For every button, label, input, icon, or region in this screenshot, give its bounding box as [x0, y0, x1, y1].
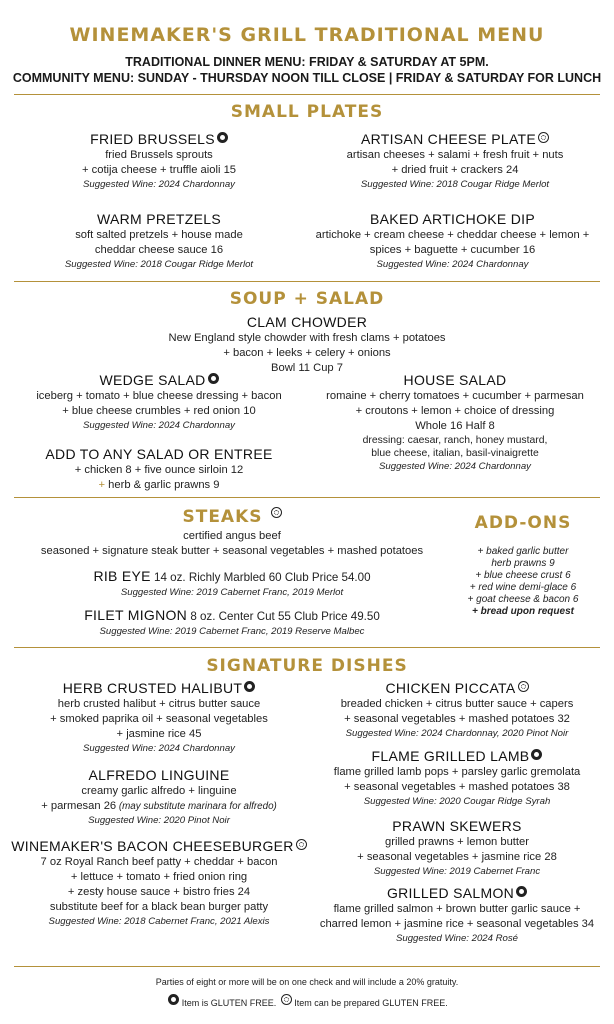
item-description: + croutons + lemon + choice of dressing: [355, 405, 555, 417]
can-be-gluten-free-icon: [271, 507, 282, 518]
steaks-intro: [0, 529, 464, 559]
section-add-ons: ADD-ONS: [474, 513, 572, 533]
gratuity-note: Parties of eight or more will be on one check and will include a 20% gratuity.: [155, 977, 459, 987]
item-description: charred lemon + jasmine rice + seasonal vegetables 34: [319, 918, 595, 930]
suggested-wine: Suggested Wine: 2018 Cabernet Franc, 2021 Alexis: [48, 916, 270, 927]
item-name: BAKED ARTICHOKE DIP: [370, 211, 535, 227]
section-signature-dishes: SIGNATURE DISHES: [206, 656, 408, 676]
item-description: + seasonal vegetables + mashed potatoes 32: [344, 713, 570, 725]
add-on-bread: + bread upon request: [472, 606, 574, 617]
suggested-wine: Suggested Wine: 2024 Chardonnay, 2020 Pinot Noir: [345, 728, 569, 739]
dressing-options: dressing: caesar, ranch, honey mustard,: [362, 435, 548, 446]
can-be-gluten-free-icon: [518, 681, 529, 692]
item-name: CLAM CHOWDER: [246, 314, 368, 330]
gluten-free-icon: [531, 749, 542, 760]
item-name: HOUSE SALAD: [403, 372, 507, 388]
menu-item-artisan-cheese-plate: [300, 131, 610, 191]
divider: [14, 647, 600, 648]
item-description: substitute beef for a black bean burger patty: [49, 901, 269, 913]
add-on-item: herb prawns 9: [491, 558, 555, 569]
dinner-hours: TRADITIONAL DINNER MENU: FRIDAY & SATURDAY AT 5PM.: [125, 55, 489, 69]
suggested-wine: Suggested Wine: 2019 Cabernet Franc: [373, 866, 541, 877]
menu-item-warm-pretzels: [14, 211, 304, 271]
add-on-item: + goat cheese & bacon 6: [467, 594, 579, 605]
item-description: + zesty house sauce + bistro fries 24: [67, 886, 251, 898]
item-description: grilled prawns + lemon butter: [385, 836, 529, 848]
item-description: iceberg + tomato + blue cheese dressing + bacon: [36, 390, 282, 402]
item-description: + bacon + leeks + celery + onions: [223, 347, 391, 359]
steaks-description: certified angus beef: [183, 530, 281, 542]
item-name: ARTISAN CHEESE PLATE: [360, 131, 537, 147]
item-description: + parmesan 26: [41, 800, 117, 812]
menu-item-house-salad: [300, 372, 610, 473]
item-name: ADD TO ANY SALAD OR ENTREE: [45, 446, 273, 462]
menu-item-baked-artichoke-dip: [295, 211, 610, 271]
item-name: WINEMAKER'S BACON CHEESEBURGER: [11, 838, 294, 854]
divider: [14, 497, 600, 498]
community-hours: COMMUNITY MENU: SUNDAY - THURSDAY NOON TILL CLOSE | FRIDAY & SATURDAY FOR LUNCH: [12, 71, 602, 85]
divider: [14, 966, 600, 967]
plus-sign: +: [98, 479, 106, 491]
suggested-wine: Suggested Wine: 2024 Chardonnay: [83, 420, 235, 431]
menu-item-chicken-piccata: [304, 680, 610, 740]
item-description: + seasonal vegetables + mashed potatoes 38: [344, 781, 570, 793]
item-name: FLAME GRILLED LAMB: [371, 748, 530, 764]
suggested-wine: Suggested Wine: 2020 Cougar Ridge Syrah: [363, 796, 551, 807]
steaks-description: seasoned + signature steak butter + seasonal vegetables + mashed potatoes: [40, 545, 424, 557]
item-description: romaine + cherry tomatoes + cucumber + parmesan: [326, 390, 584, 402]
item-description: + chicken 8 + five ounce sirloin 12: [74, 464, 244, 476]
add-on-item: + baked garlic butter: [477, 546, 569, 557]
item-name: PRAWN SKEWERS: [392, 818, 522, 834]
item-description: New England style chowder with fresh clams + potatoes: [168, 332, 446, 344]
item-price: Whole 16 Half 8: [415, 420, 495, 432]
suggested-wine: Suggested Wine: 2019 Cabernet Franc, 2019 Merlot: [120, 587, 344, 598]
item-price: Bowl 11 Cup 7: [271, 362, 343, 374]
item-name: CHICKEN PICCATA: [385, 680, 516, 696]
section-steaks: [0, 507, 464, 527]
menu-item-bacon-cheeseburger: [4, 838, 314, 928]
item-description: spices + baguette + cucumber 16: [369, 244, 536, 256]
menu-item-herb-crusted-halibut: [4, 680, 314, 755]
gluten-free-icon: [168, 994, 179, 1005]
item-description: + lettuce + tomato + fried onion ring: [70, 871, 248, 883]
item-name: GRILLED SALMON: [386, 885, 515, 901]
dressing-options: blue cheese, italian, basil-vinaigrette: [371, 448, 539, 459]
item-description: artichoke + cream cheese + cheddar cheese + lemon +: [315, 229, 590, 241]
can-be-gluten-free-icon: [538, 132, 549, 143]
item-description: 7 oz Royal Ranch beef patty + cheddar + bacon: [40, 856, 278, 868]
menu-item-fried-brussels: [14, 131, 304, 191]
item-description: + blue cheese crumbles + red onion 10: [62, 405, 256, 417]
suggested-wine: Suggested Wine: 2018 Cougar Ridge Merlot: [64, 259, 254, 270]
divider: [14, 281, 600, 282]
gluten-free-legend: [0, 994, 614, 1008]
item-description: artisan cheeses + salami + fresh fruit + nuts: [346, 149, 564, 161]
add-on-item: + red wine demi-glace 6: [469, 582, 577, 593]
menu-item-add-to-salad: [4, 446, 314, 493]
menu-title: WINEMAKER'S GRILL TRADITIONAL MENU: [69, 24, 545, 46]
add-on-item: + blue cheese crust 6: [475, 570, 571, 581]
menu-item-clam-chowder: [14, 314, 600, 376]
menu-item-alfredo-linguine: [4, 767, 314, 827]
item-note: (may substitute marinara for alfredo): [116, 801, 277, 812]
menu-item-rib-eye: [0, 568, 464, 599]
gluten-free-icon: [208, 373, 219, 384]
suggested-wine: Suggested Wine: 2024 Chardonnay: [83, 179, 235, 190]
item-description: + dried fruit + crackers 24: [391, 164, 519, 176]
item-name: WARM PRETZELS: [97, 211, 221, 227]
item-description: herb & garlic prawns 9: [105, 479, 220, 491]
divider: [14, 94, 600, 95]
item-description: cheddar cheese sauce 16: [94, 244, 224, 256]
can-be-gluten-free-legend-text: Item can be prepared GLUTEN FREE.: [294, 998, 448, 1008]
item-description: flame grilled lamb pops + parsley garlic gremolata: [333, 766, 581, 778]
item-description: + jasmine rice 45: [116, 728, 202, 740]
menu-item-flame-grilled-lamb: [304, 748, 610, 808]
item-name: FILET MIGNON: [84, 607, 188, 623]
suggested-wine: Suggested Wine: 2019 Cabernet Franc, 2019 Reserve Malbec: [99, 626, 365, 637]
section-steaks-label: STEAKS: [182, 507, 263, 527]
suggested-wine: Suggested Wine: 2024 Chardonnay: [379, 461, 531, 472]
gluten-free-icon: [244, 681, 255, 692]
suggested-wine: Suggested Wine: 2024 Rosé: [395, 933, 519, 944]
item-description: creamy garlic alfredo + linguine: [81, 785, 237, 797]
gluten-free-legend-text: Item is GLUTEN FREE.: [181, 998, 277, 1008]
item-name: WEDGE SALAD: [99, 372, 206, 388]
suggested-wine: Suggested Wine: 2024 Chardonnay: [376, 259, 529, 270]
item-detail: 8 oz. Center Cut 55 Club Price 49.50: [187, 610, 380, 623]
gluten-free-icon: [516, 886, 527, 897]
item-name: HERB CRUSTED HALIBUT: [62, 680, 243, 696]
item-description: breaded chicken + citrus butter sauce + capers: [340, 698, 574, 710]
can-be-gluten-free-icon: [281, 994, 292, 1005]
suggested-wine: Suggested Wine: 2020 Pinot Noir: [88, 815, 230, 826]
suggested-wine: Suggested Wine: 2018 Cougar Ridge Merlot: [360, 179, 550, 190]
item-description: fried Brussels sprouts: [105, 149, 213, 161]
item-description: herb crusted halibut + citrus butter sauce: [57, 698, 261, 710]
item-detail: 14 oz. Richly Marbled 60 Club Price 54.00: [150, 571, 371, 584]
item-description: soft salted pretzels + house made: [75, 229, 243, 241]
item-name: FRIED BRUSSELS: [90, 131, 215, 147]
menu-item-wedge-salad: [4, 372, 314, 432]
menu-item-filet-mignon: [0, 607, 464, 638]
menu-item-prawn-skewers: [304, 818, 610, 878]
gluten-free-icon: [217, 132, 228, 143]
section-small-plates: SMALL PLATES: [230, 102, 384, 122]
suggested-wine: Suggested Wine: 2024 Chardonnay: [83, 743, 235, 754]
item-description: + seasonal vegetables + jasmine rice 28: [357, 851, 557, 863]
item-description: + smoked paprika oil + seasonal vegetables: [50, 713, 268, 725]
item-name: ALFREDO LINGUINE: [88, 767, 230, 783]
menu-item-grilled-salmon: [304, 885, 610, 945]
add-ons-list: [464, 546, 582, 618]
item-name: RIB EYE: [93, 568, 151, 584]
section-soup-salad: SOUP + SALAD: [229, 289, 385, 309]
item-description: + cotija cheese + truffle aioli 15: [81, 164, 237, 176]
item-description: flame grilled salmon + brown butter garlic sauce +: [333, 903, 581, 915]
